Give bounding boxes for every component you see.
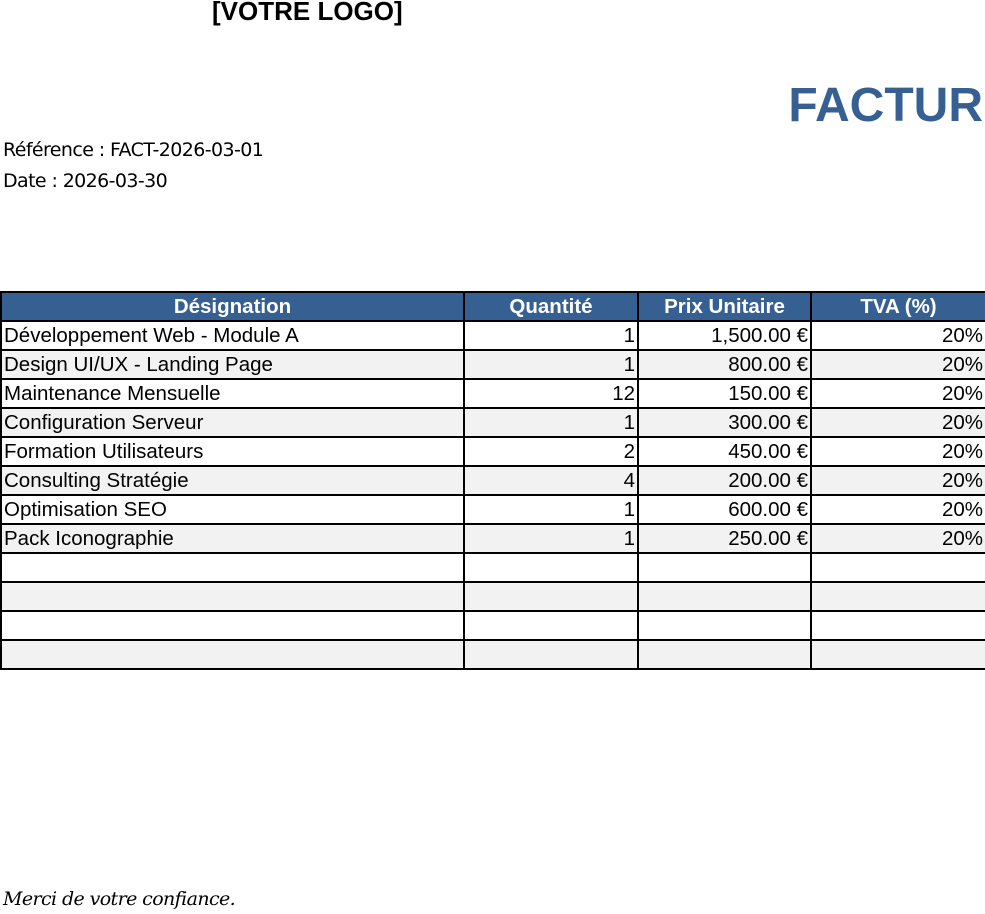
cell-vat: 20% [811,495,985,524]
cell-vat: 20% [811,350,985,379]
cell-unit-price: 200.00 € [638,466,811,495]
cell-unit-price [638,611,811,640]
table-header-row [1,292,985,321]
cell-quantity: 1 [464,495,638,524]
cell-vat [811,582,985,611]
cell-designation: Configuration Serveur [1,408,464,437]
cell-designation: Pack Iconographie [1,524,464,553]
cell-designation: Design UI/UX - Landing Page [1,350,464,379]
cell-unit-price: 300.00 € [638,408,811,437]
column-header-designation: Désignation [1,292,464,321]
cell-quantity [464,640,638,669]
invoice-reference: Référence : FACT-2026-03-01 [3,139,264,161]
cell-quantity: 12 [464,379,638,408]
cell-designation: Optimisation SEO [1,495,464,524]
table-row [1,553,985,582]
table-row [1,466,985,495]
invoice-date: Date : 2026-03-30 [3,170,168,192]
table-row [1,350,985,379]
cell-designation [1,611,464,640]
cell-quantity: 1 [464,524,638,553]
table-row [1,437,985,466]
cell-vat: 20% [811,379,985,408]
table-row [1,495,985,524]
cell-quantity [464,611,638,640]
table-row [1,524,985,553]
invoice-title: FACTUR [788,79,983,132]
cell-unit-price: 800.00 € [638,350,811,379]
cell-designation [1,640,464,669]
table-row [1,640,985,669]
cell-designation [1,553,464,582]
column-header-unit-price: Prix Unitaire [638,292,811,321]
cell-quantity [464,553,638,582]
column-header-quantity: Quantité [464,292,638,321]
table-row [1,321,985,350]
cell-designation: Formation Utilisateurs [1,437,464,466]
cell-quantity [464,582,638,611]
cell-unit-price [638,582,811,611]
cell-unit-price [638,640,811,669]
cell-quantity: 1 [464,350,638,379]
cell-designation: Maintenance Mensuelle [1,379,464,408]
logo-placeholder: [VOTRE LOGO] [212,0,403,26]
cell-unit-price: 600.00 € [638,495,811,524]
cell-vat: 20% [811,321,985,350]
cell-vat [811,553,985,582]
column-header-vat: TVA (%) [811,292,985,321]
table-row [1,582,985,611]
thank-you-note: Merci de votre confiance. [3,888,236,910]
cell-vat [811,640,985,669]
cell-vat: 20% [811,437,985,466]
cell-unit-price [638,553,811,582]
table-row [1,611,985,640]
cell-unit-price: 250.00 € [638,524,811,553]
cell-quantity: 1 [464,321,638,350]
invoice-items-table [0,291,985,670]
cell-unit-price: 150.00 € [638,379,811,408]
cell-vat: 20% [811,466,985,495]
table-row [1,408,985,437]
cell-vat: 20% [811,408,985,437]
cell-vat: 20% [811,524,985,553]
cell-unit-price: 1,500.00 € [638,321,811,350]
cell-quantity: 2 [464,437,638,466]
table-row [1,379,985,408]
cell-unit-price: 450.00 € [638,437,811,466]
cell-designation: Développement Web - Module A [1,321,464,350]
cell-quantity: 1 [464,408,638,437]
cell-quantity: 4 [464,466,638,495]
cell-designation [1,582,464,611]
cell-designation: Consulting Stratégie [1,466,464,495]
cell-vat [811,611,985,640]
